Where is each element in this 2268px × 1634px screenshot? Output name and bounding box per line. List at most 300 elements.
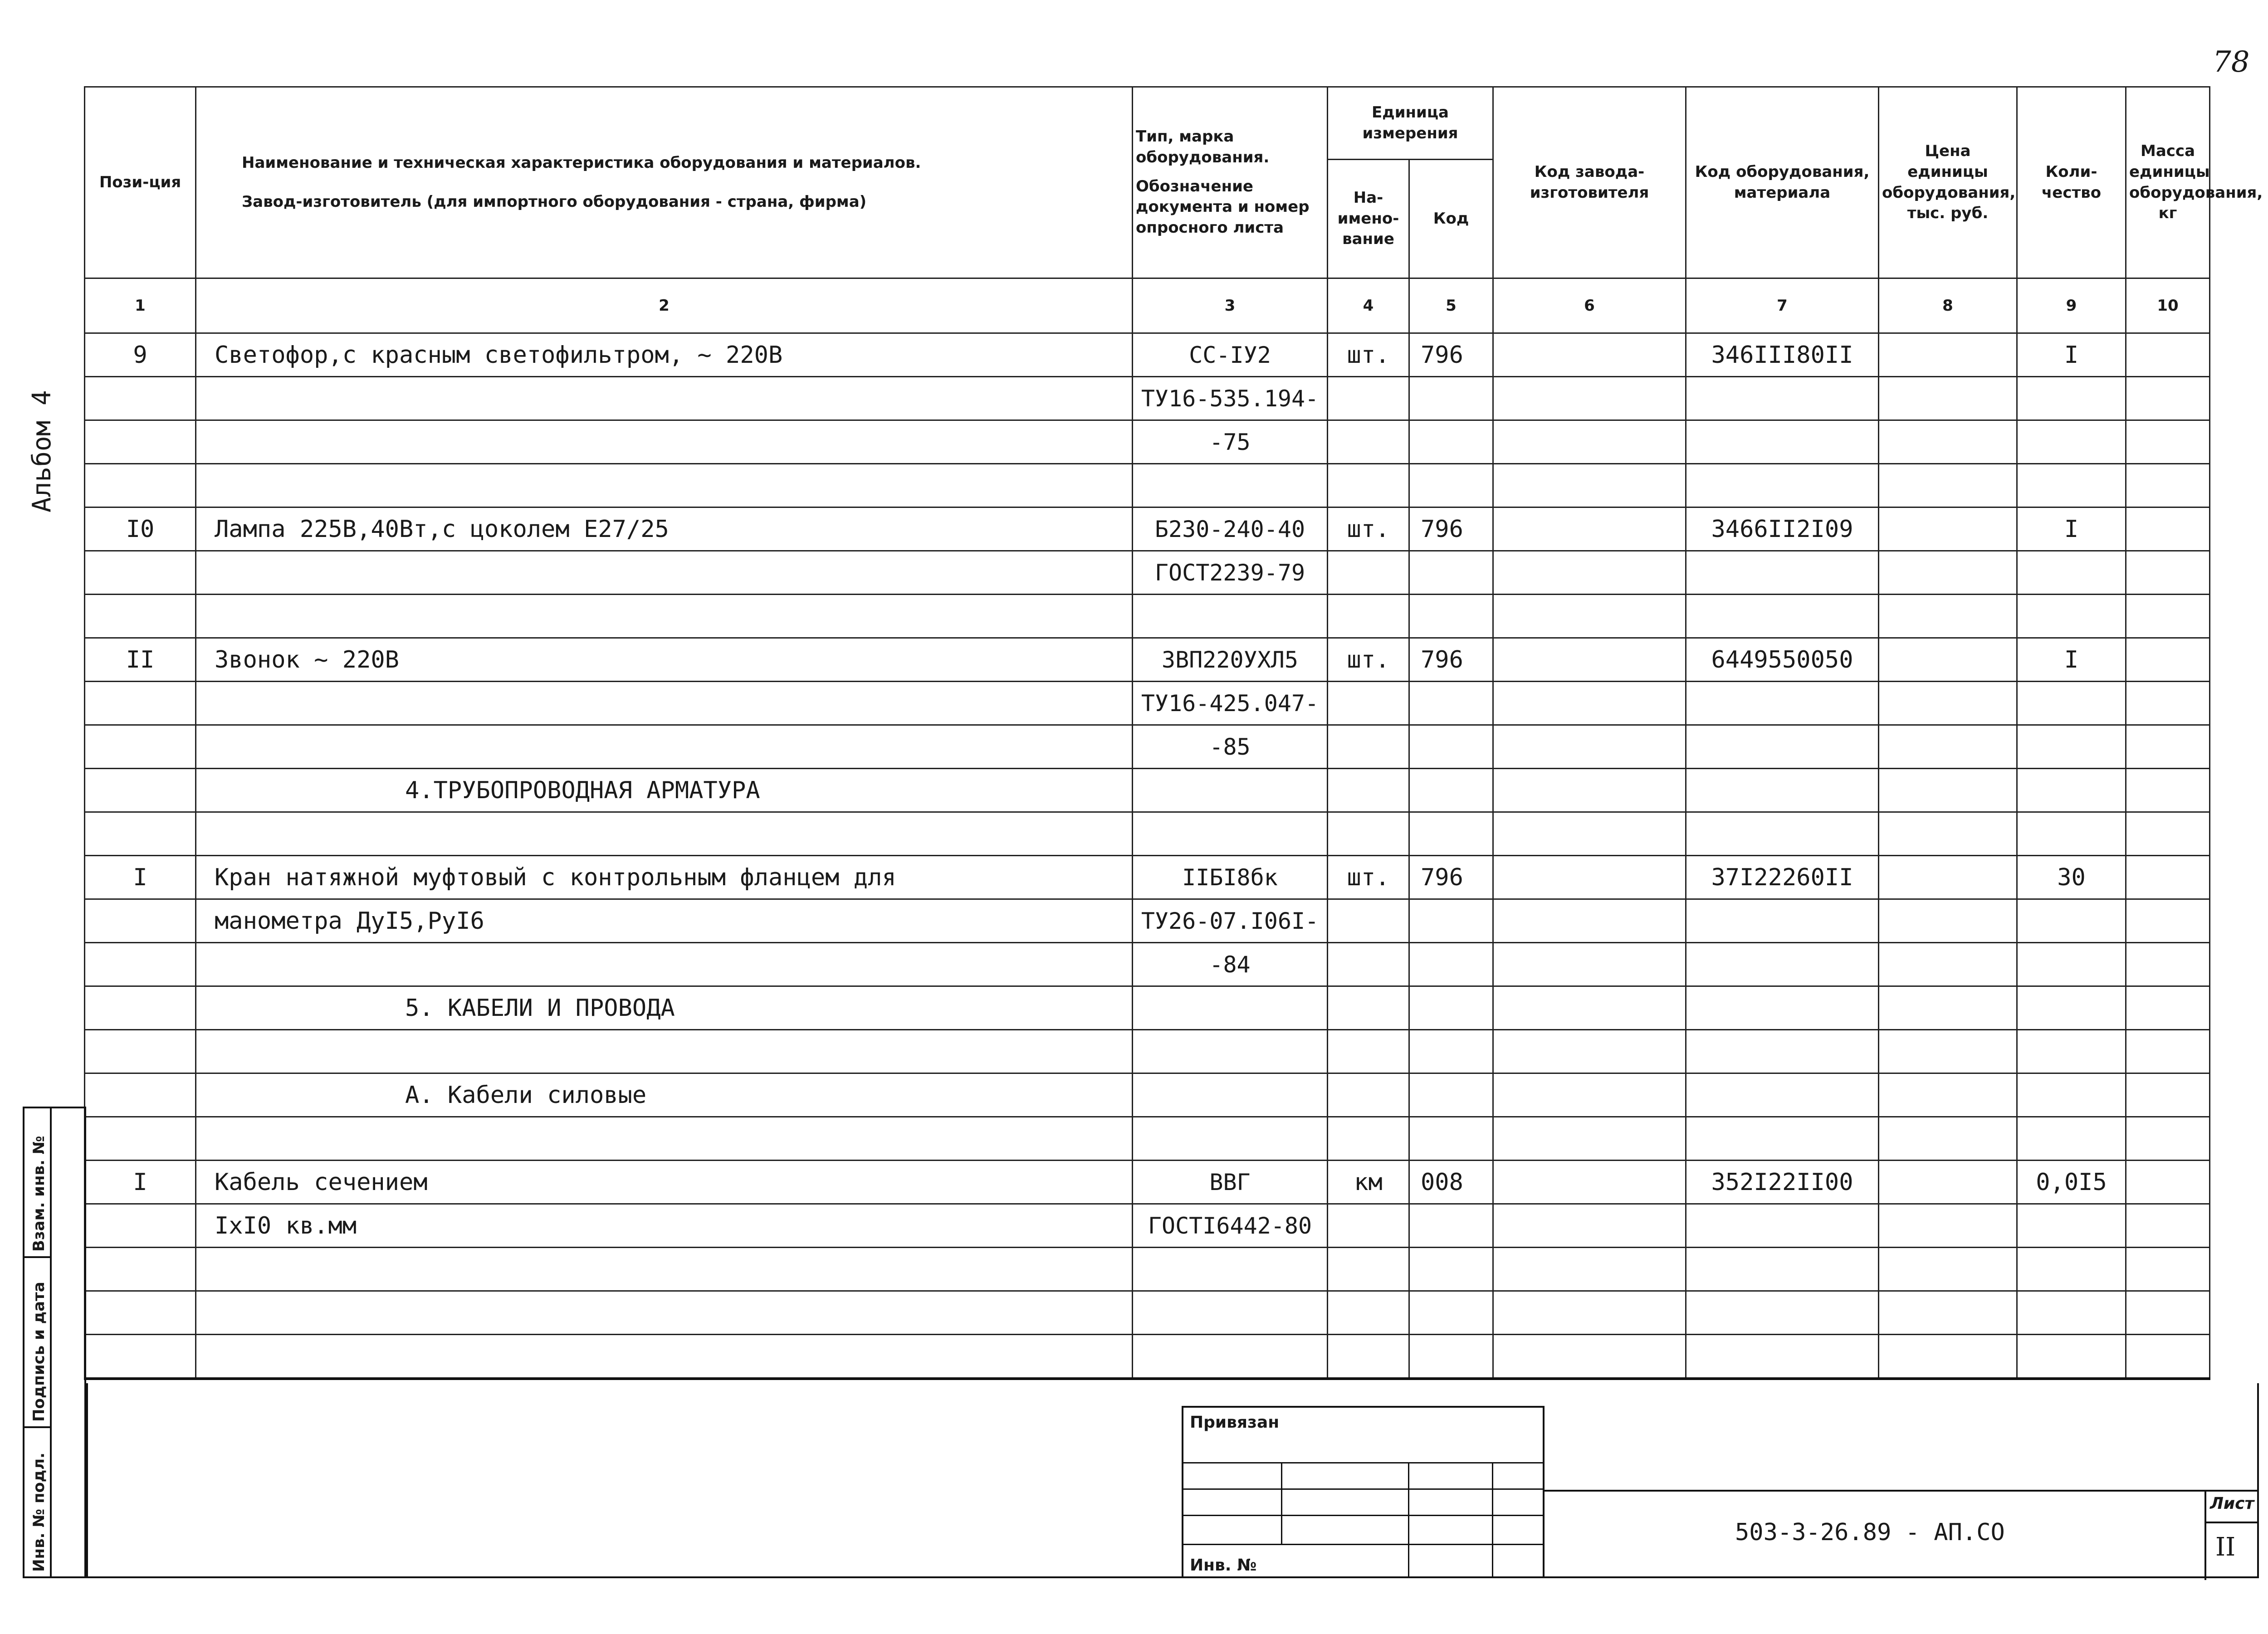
binding-line — [1183, 1515, 1543, 1516]
cell-mass — [2126, 725, 2210, 769]
cell-name: А. Кабели силовые — [196, 1073, 1133, 1117]
cell-mass — [2126, 1161, 2210, 1204]
cell-factory-code — [1493, 812, 1686, 856]
cell-unit-name: шт. — [1328, 333, 1409, 377]
column-number-2: 2 — [196, 278, 1133, 333]
side-sign-date — [24, 1258, 52, 1428]
cell-equipment-code — [1686, 986, 1879, 1030]
cell-price — [1879, 1030, 2017, 1073]
cell-type: -75 — [1133, 420, 1328, 464]
cell-factory-code — [1493, 507, 1686, 551]
table-row — [85, 1204, 2210, 1248]
document-code: 503-3-26.89 - АП.СО — [1735, 1519, 2005, 1546]
column-number-7: 7 — [1686, 278, 1879, 333]
cell-factory-code — [1493, 856, 1686, 899]
cell-type: -85 — [1133, 725, 1328, 769]
header-name-line1: Наименование и техническая характеристика оборудования и материалов. — [242, 153, 921, 172]
cell-mass — [2126, 1117, 2210, 1161]
cell-name: Кран натяжной муфтовый с контрольным фланцем для — [196, 856, 1133, 899]
cell-price — [1879, 420, 2017, 464]
cell-mass — [2126, 812, 2210, 856]
cell-quantity — [2017, 1073, 2126, 1117]
cell-unit-name — [1328, 1073, 1409, 1117]
cell-equipment-code — [1686, 1335, 1879, 1379]
binding-box — [1182, 1406, 1545, 1578]
cell-factory-code — [1493, 682, 1686, 725]
cell-type: ВВГ — [1133, 1161, 1328, 1204]
header-mass: Масса единицы оборудования, кг — [2126, 87, 2210, 278]
header-type — [1133, 87, 1328, 278]
column-number-6: 6 — [1493, 278, 1686, 333]
table-row — [85, 551, 2210, 595]
cell-equipment-code — [1686, 551, 1879, 595]
cell-name — [196, 595, 1133, 638]
header-unit-group: Единица измерения — [1328, 87, 1493, 160]
cell-factory-code — [1493, 333, 1686, 377]
cell-mass — [2126, 420, 2210, 464]
side-orig-inv-label: Инв. № подл. — [30, 1452, 48, 1572]
table-row — [85, 1073, 2210, 1117]
cell-factory-code — [1493, 1204, 1686, 1248]
cell-equipment-code — [1686, 725, 1879, 769]
table-row — [85, 1161, 2210, 1204]
left-stamp — [23, 1107, 86, 1578]
cell-unit-code — [1409, 1291, 1493, 1335]
cell-position — [85, 595, 196, 638]
cell-unit-name — [1328, 1030, 1409, 1073]
cell-type — [1133, 1073, 1328, 1117]
cell-price — [1879, 551, 2017, 595]
cell-factory-code — [1493, 1073, 1686, 1117]
cell-price — [1879, 333, 2017, 377]
table-row — [85, 1291, 2210, 1335]
cell-name: 5. КАБЕЛИ И ПРОВОДА — [196, 986, 1133, 1030]
cell-equipment-code — [1686, 812, 1879, 856]
side-replace-inv-label: Взам. инв. № — [30, 1136, 48, 1252]
cell-price — [1879, 943, 2017, 986]
cell-position — [85, 899, 196, 943]
cell-type — [1133, 1291, 1328, 1335]
side-sign-date-label: Подпись и дата — [30, 1282, 48, 1422]
cell-price — [1879, 1161, 2017, 1204]
cell-type: ГОСТI6442-80 — [1133, 1204, 1328, 1248]
table-row — [85, 333, 2210, 377]
cell-mass — [2126, 1291, 2210, 1335]
cell-quantity — [2017, 464, 2126, 507]
cell-equipment-code — [1686, 420, 1879, 464]
cell-name — [196, 812, 1133, 856]
cell-position — [85, 682, 196, 725]
sheet-box — [2204, 1492, 2259, 1580]
cell-quantity — [2017, 1291, 2126, 1335]
cell-unit-code — [1409, 725, 1493, 769]
cell-price — [1879, 377, 2017, 420]
cell-equipment-code — [1686, 595, 1879, 638]
header-quantity: Коли-чество — [2017, 87, 2126, 278]
cell-factory-code — [1493, 377, 1686, 420]
cell-name: Лампа 225В,40Вт,с цоколем Е27/25 — [196, 507, 1133, 551]
cell-factory-code — [1493, 1248, 1686, 1291]
cell-equipment-code — [1686, 1291, 1879, 1335]
cell-unit-code — [1409, 769, 1493, 812]
cell-price — [1879, 812, 2017, 856]
cell-equipment-code — [1686, 377, 1879, 420]
cell-quantity — [2017, 1117, 2126, 1161]
cell-unit-name — [1328, 377, 1409, 420]
cell-position — [85, 420, 196, 464]
cell-unit-code: 796 — [1409, 333, 1493, 377]
cell-price — [1879, 682, 2017, 725]
cell-equipment-code — [1686, 1204, 1879, 1248]
table-row — [85, 1117, 2210, 1161]
cell-mass — [2126, 856, 2210, 899]
cell-unit-name — [1328, 769, 1409, 812]
cell-factory-code — [1493, 420, 1686, 464]
cell-equipment-code — [1686, 943, 1879, 986]
cell-quantity — [2017, 595, 2126, 638]
cell-position — [85, 1117, 196, 1161]
cell-price — [1879, 464, 2017, 507]
cell-equipment-code — [1686, 1248, 1879, 1291]
cell-position — [85, 1248, 196, 1291]
sheet-number: 78 — [2213, 45, 2250, 79]
sheet-label: Лист — [2210, 1494, 2254, 1513]
cell-unit-code — [1409, 551, 1493, 595]
cell-unit-name — [1328, 682, 1409, 725]
cell-mass — [2126, 1248, 2210, 1291]
cell-position: I — [85, 1161, 196, 1204]
column-number-9: 9 — [2017, 278, 2126, 333]
side-replace-inv — [24, 1108, 52, 1258]
cell-unit-name — [1328, 420, 1409, 464]
column-number-8: 8 — [1879, 278, 2017, 333]
cell-factory-code — [1493, 769, 1686, 812]
cell-mass — [2126, 333, 2210, 377]
cell-factory-code — [1493, 899, 1686, 943]
cell-factory-code — [1493, 725, 1686, 769]
cell-name — [196, 1291, 1133, 1335]
cell-unit-code — [1409, 943, 1493, 986]
cell-name — [196, 1335, 1133, 1379]
cell-quantity — [2017, 943, 2126, 986]
cell-mass — [2126, 638, 2210, 682]
cell-unit-name — [1328, 1204, 1409, 1248]
cell-position: 9 — [85, 333, 196, 377]
cell-mass — [2126, 377, 2210, 420]
cell-name: Звонок ~ 220В — [196, 638, 1133, 682]
cell-mass — [2126, 551, 2210, 595]
column-number-5: 5 — [1409, 278, 1493, 333]
cell-factory-code — [1493, 1030, 1686, 1073]
header-unit-code: Код — [1409, 160, 1493, 278]
cell-price — [1879, 1204, 2017, 1248]
cell-name — [196, 725, 1133, 769]
cell-unit-code — [1409, 812, 1493, 856]
column-number-1: 1 — [85, 278, 196, 333]
table-row — [85, 507, 2210, 551]
cell-equipment-code: 3466II2I09 — [1686, 507, 1879, 551]
cell-quantity — [2017, 812, 2126, 856]
cell-unit-name — [1328, 1335, 1409, 1379]
cell-price — [1879, 986, 2017, 1030]
title-block — [1545, 1490, 2259, 1578]
cell-name: манометра ДуI5,РуI6 — [196, 899, 1133, 943]
table-row — [85, 725, 2210, 769]
cell-mass — [2126, 899, 2210, 943]
cell-factory-code — [1493, 464, 1686, 507]
cell-type — [1133, 1248, 1328, 1291]
cell-factory-code — [1493, 638, 1686, 682]
cell-factory-code — [1493, 1117, 1686, 1161]
cell-quantity — [2017, 1204, 2126, 1248]
table-row — [85, 638, 2210, 682]
cell-unit-code: 796 — [1409, 507, 1493, 551]
cell-position — [85, 1030, 196, 1073]
cell-quantity — [2017, 682, 2126, 725]
cell-type: IIБI8бк — [1133, 856, 1328, 899]
binding-divider — [1408, 1462, 1409, 1578]
cell-price — [1879, 725, 2017, 769]
cell-price — [1879, 595, 2017, 638]
cell-equipment-code: 352I22II00 — [1686, 1161, 1879, 1204]
cell-position — [85, 725, 196, 769]
cell-name — [196, 1030, 1133, 1073]
table-row — [85, 812, 2210, 856]
cell-unit-name — [1328, 595, 1409, 638]
cell-unit-code — [1409, 1117, 1493, 1161]
cell-unit-name — [1328, 464, 1409, 507]
header-unit-name: На-имено-вание — [1328, 160, 1409, 278]
cell-name — [196, 377, 1133, 420]
cell-position — [85, 943, 196, 986]
cell-unit-name — [1328, 899, 1409, 943]
cell-equipment-code — [1686, 464, 1879, 507]
cell-type: ТУ16-425.047- — [1133, 682, 1328, 725]
cell-unit-name: км — [1328, 1161, 1409, 1204]
cell-type — [1133, 986, 1328, 1030]
cell-type — [1133, 769, 1328, 812]
cell-position — [85, 551, 196, 595]
cell-mass — [2126, 943, 2210, 986]
table-row — [85, 682, 2210, 725]
binding-line — [1183, 1544, 1543, 1545]
cell-unit-code — [1409, 377, 1493, 420]
album-label: Альбом 4 — [27, 390, 57, 512]
sheet-value: II — [2215, 1532, 2236, 1562]
cell-quantity: I — [2017, 333, 2126, 377]
binding-line — [1183, 1462, 1543, 1463]
cell-mass — [2126, 1335, 2210, 1379]
cell-unit-code: 796 — [1409, 856, 1493, 899]
table-row — [85, 1335, 2210, 1379]
cell-position: II — [85, 638, 196, 682]
cell-position — [85, 812, 196, 856]
cell-position — [85, 1291, 196, 1335]
header-type-line1: Тип, марка оборудования. — [1136, 127, 1270, 166]
cell-equipment-code — [1686, 899, 1879, 943]
cell-price — [1879, 769, 2017, 812]
cell-unit-code — [1409, 986, 1493, 1030]
header-type-line2: Обозначение документа и номер опросного листа — [1136, 177, 1310, 237]
cell-quantity: I — [2017, 507, 2126, 551]
cell-position — [85, 1335, 196, 1379]
cell-factory-code — [1493, 986, 1686, 1030]
cell-price — [1879, 1248, 2017, 1291]
cell-mass — [2126, 769, 2210, 812]
cell-type — [1133, 1117, 1328, 1161]
cell-mass — [2126, 1030, 2210, 1073]
cell-position — [85, 1204, 196, 1248]
cell-type: ЗВП220УХЛ5 — [1133, 638, 1328, 682]
cell-price — [1879, 638, 2017, 682]
cell-unit-code — [1409, 899, 1493, 943]
cell-unit-code — [1409, 1204, 1493, 1248]
cell-unit-name — [1328, 725, 1409, 769]
cell-position — [85, 769, 196, 812]
cell-type: ГОСТ2239-79 — [1133, 551, 1328, 595]
table-row — [85, 1030, 2210, 1073]
cell-type: ТУ26-07.I06I- — [1133, 899, 1328, 943]
binding-divider — [1492, 1462, 1493, 1578]
cell-position — [85, 377, 196, 420]
table-row — [85, 899, 2210, 943]
cell-equipment-code: 37I22260II — [1686, 856, 1879, 899]
cell-position — [85, 464, 196, 507]
cell-type: -84 — [1133, 943, 1328, 986]
cell-quantity: 0,0I5 — [2017, 1161, 2126, 1204]
cell-quantity: 30 — [2017, 856, 2126, 899]
cell-equipment-code: 346III80II — [1686, 333, 1879, 377]
sheet-box-divider — [2206, 1522, 2259, 1523]
cell-type — [1133, 464, 1328, 507]
cell-unit-name: шт. — [1328, 856, 1409, 899]
cell-name: IxI0 кв.мм — [196, 1204, 1133, 1248]
table-row — [85, 1248, 2210, 1291]
table-row — [85, 464, 2210, 507]
cell-name — [196, 682, 1133, 725]
cell-mass — [2126, 507, 2210, 551]
cell-type — [1133, 1335, 1328, 1379]
cell-name: Кабель сечением — [196, 1161, 1133, 1204]
cell-type: Б230-240-40 — [1133, 507, 1328, 551]
cell-unit-name — [1328, 812, 1409, 856]
cell-mass — [2126, 464, 2210, 507]
cell-name — [196, 1117, 1133, 1161]
cell-type — [1133, 595, 1328, 638]
cell-factory-code — [1493, 1291, 1686, 1335]
cell-name — [196, 464, 1133, 507]
cell-quantity: I — [2017, 638, 2126, 682]
specification-rows — [85, 333, 2210, 1379]
cell-position — [85, 986, 196, 1030]
cell-factory-code — [1493, 943, 1686, 986]
cell-unit-code — [1409, 1030, 1493, 1073]
cell-quantity — [2017, 551, 2126, 595]
cell-mass — [2126, 682, 2210, 725]
cell-mass — [2126, 986, 2210, 1030]
cell-mass — [2126, 595, 2210, 638]
cell-price — [1879, 507, 2017, 551]
binding-divider — [1281, 1462, 1282, 1544]
cell-quantity — [2017, 377, 2126, 420]
header-name-line2: Завод-изготовитель (для импортного оборудования - страна, фирма) — [242, 192, 867, 211]
cell-price — [1879, 1117, 2017, 1161]
cell-equipment-code — [1686, 1117, 1879, 1161]
binding-line — [1183, 1488, 1543, 1490]
cell-price — [1879, 1073, 2017, 1117]
cell-name — [196, 943, 1133, 986]
cell-quantity — [2017, 1030, 2126, 1073]
cell-quantity — [2017, 725, 2126, 769]
cell-unit-name: шт. — [1328, 507, 1409, 551]
table-row — [85, 377, 2210, 420]
cell-equipment-code: 6449550050 — [1686, 638, 1879, 682]
cell-unit-name — [1328, 1248, 1409, 1291]
cell-equipment-code — [1686, 682, 1879, 725]
cell-unit-name — [1328, 551, 1409, 595]
cell-name — [196, 420, 1133, 464]
cell-unit-name: шт. — [1328, 638, 1409, 682]
header-position: Пози-ция — [85, 87, 196, 278]
cell-unit-code — [1409, 420, 1493, 464]
cell-quantity — [2017, 769, 2126, 812]
cell-name: 4.ТРУБОПРОВОДНАЯ АРМАТУРА — [196, 769, 1133, 812]
header-factory-code: Код завода-изготовителя — [1493, 87, 1686, 278]
cell-unit-name — [1328, 1117, 1409, 1161]
header-equipment-code: Код оборудования, материала — [1686, 87, 1879, 278]
cell-unit-name — [1328, 1291, 1409, 1335]
header-name — [196, 87, 1133, 278]
cell-unit-code — [1409, 464, 1493, 507]
cell-price — [1879, 1335, 2017, 1379]
cell-factory-code — [1493, 595, 1686, 638]
column-number-10: 10 — [2126, 278, 2210, 333]
cell-price — [1879, 856, 2017, 899]
cell-factory-code — [1493, 551, 1686, 595]
cell-unit-code — [1409, 595, 1493, 638]
cell-unit-code — [1409, 1335, 1493, 1379]
specification-table — [84, 86, 2263, 1380]
cell-unit-code: 796 — [1409, 638, 1493, 682]
cell-name — [196, 551, 1133, 595]
cell-quantity — [2017, 1335, 2126, 1379]
cell-unit-code: 008 — [1409, 1161, 1493, 1204]
cell-unit-code — [1409, 682, 1493, 725]
cell-position — [85, 1073, 196, 1117]
cell-position: I0 — [85, 507, 196, 551]
column-number-row — [85, 278, 2210, 333]
binding-inv: Инв. № — [1190, 1556, 1257, 1575]
cell-price — [1879, 899, 2017, 943]
cell-name: Светофор,с красным светофильтром, ~ 220В — [196, 333, 1133, 377]
cell-name — [196, 1248, 1133, 1291]
side-orig-inv — [24, 1428, 52, 1576]
table-row — [85, 420, 2210, 464]
cell-type: ТУ16-535.194- — [1133, 377, 1328, 420]
cell-equipment-code — [1686, 1073, 1879, 1117]
column-number-3: 3 — [1133, 278, 1328, 333]
cell-factory-code — [1493, 1161, 1686, 1204]
cell-unit-code — [1409, 1073, 1493, 1117]
cell-type — [1133, 1030, 1328, 1073]
cell-unit-code — [1409, 1248, 1493, 1291]
cell-quantity — [2017, 420, 2126, 464]
cell-quantity — [2017, 986, 2126, 1030]
header-price: Цена единицы оборудования, тыс. руб. — [1879, 87, 2017, 278]
cell-quantity — [2017, 1248, 2126, 1291]
binding-title: Привязан — [1190, 1413, 1280, 1432]
cell-mass — [2126, 1204, 2210, 1248]
